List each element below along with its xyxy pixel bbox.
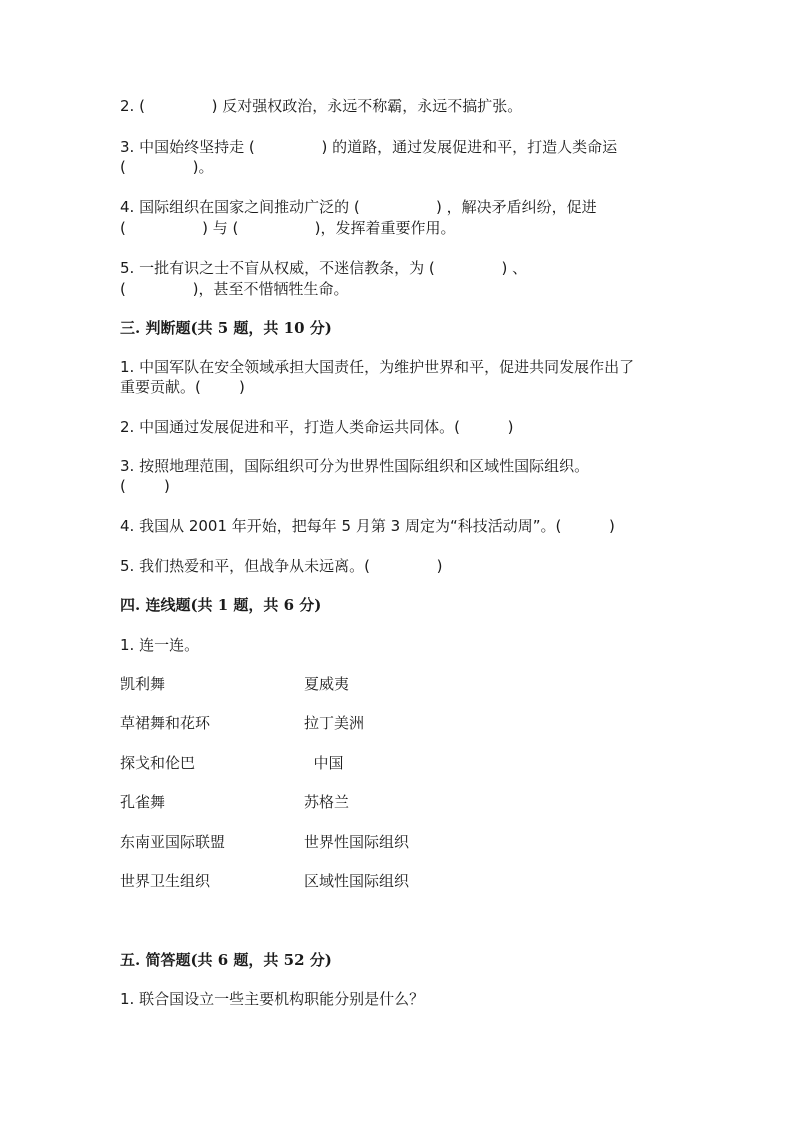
tf-q1-line2: 重要贡献。( ): [120, 378, 245, 396]
matching-left-item: 探戈和伦巴: [120, 754, 196, 772]
matching-left-item: 世界卫生组织: [120, 872, 211, 890]
fill-q5-line2: ( )，甚至不惜牺牲生命。: [120, 280, 349, 298]
fill-q5-line1: 5. 一批有识之士不盲从权威，不迷信教条，为 ( ) 、: [120, 259, 528, 277]
matching-right-item: 拉丁美洲: [304, 714, 365, 732]
matching-right-item: 世界性国际组织: [304, 833, 410, 851]
matching-left-item: 孔雀舞: [120, 793, 166, 811]
tf-q3-line1: 3. 按照地理范围，国际组织可分为世界性国际组织和区域性国际组织。: [120, 457, 590, 475]
tf-q3-line2: ( ): [120, 477, 170, 495]
matching-right-item: 中国: [304, 754, 344, 772]
section-heading-short-answer: 五. 简答题(共 6 题，共 52 分): [120, 951, 332, 969]
fill-q4-line2: ( ) 与 ( )，发挥着重要作用。: [120, 219, 456, 237]
tf-q1-line1: 1. 中国军队在安全领域承担大国责任，为维护世界和平，促进共同发展作出了: [120, 358, 635, 376]
section-heading-true-false: 三. 判断题(共 5 题，共 10 分): [120, 319, 332, 337]
tf-q2: 2. 中国通过发展促进和平，打造人类命运共同体。( ): [120, 418, 514, 436]
tf-q5: 5. 我们热爱和平，但战争从未远离。( ): [120, 557, 443, 575]
fill-q4-line1: 4. 国际组织在国家之间推动广泛的 ( ) ，解决矛盾纠纷，促进: [120, 198, 597, 216]
fill-q3-line2: ( )。: [120, 158, 214, 176]
matching-instruction: 1. 连一连。: [120, 636, 200, 654]
section-heading-matching: 四. 连线题(共 1 题，共 6 分): [120, 596, 322, 614]
matching-left-item: 凯利舞: [120, 675, 166, 693]
tf-q4: 4. 我国从 2001 年开始，把每年 5 月第 3 周定为“科技活动周”。( ): [120, 517, 615, 535]
fill-q2: 2. ( ) 反对强权政治，永远不称霸，永远不搞扩张。: [120, 97, 523, 115]
matching-right-item: 区域性国际组织: [304, 872, 410, 890]
fill-q3-line1: 3. 中国始终坚持走 ( ) 的道路，通过发展促进和平，打造人类命运: [120, 138, 618, 156]
matching-right-item: 夏威夷: [304, 675, 350, 693]
matching-left-item: 东南亚国际联盟: [120, 833, 226, 851]
matching-right-item: 苏格兰: [304, 793, 350, 811]
short-answer-q1: 1. 联合国设立一些主要机构职能分别是什么？: [120, 990, 425, 1008]
matching-left-item: 草裙舞和花环: [120, 714, 211, 732]
